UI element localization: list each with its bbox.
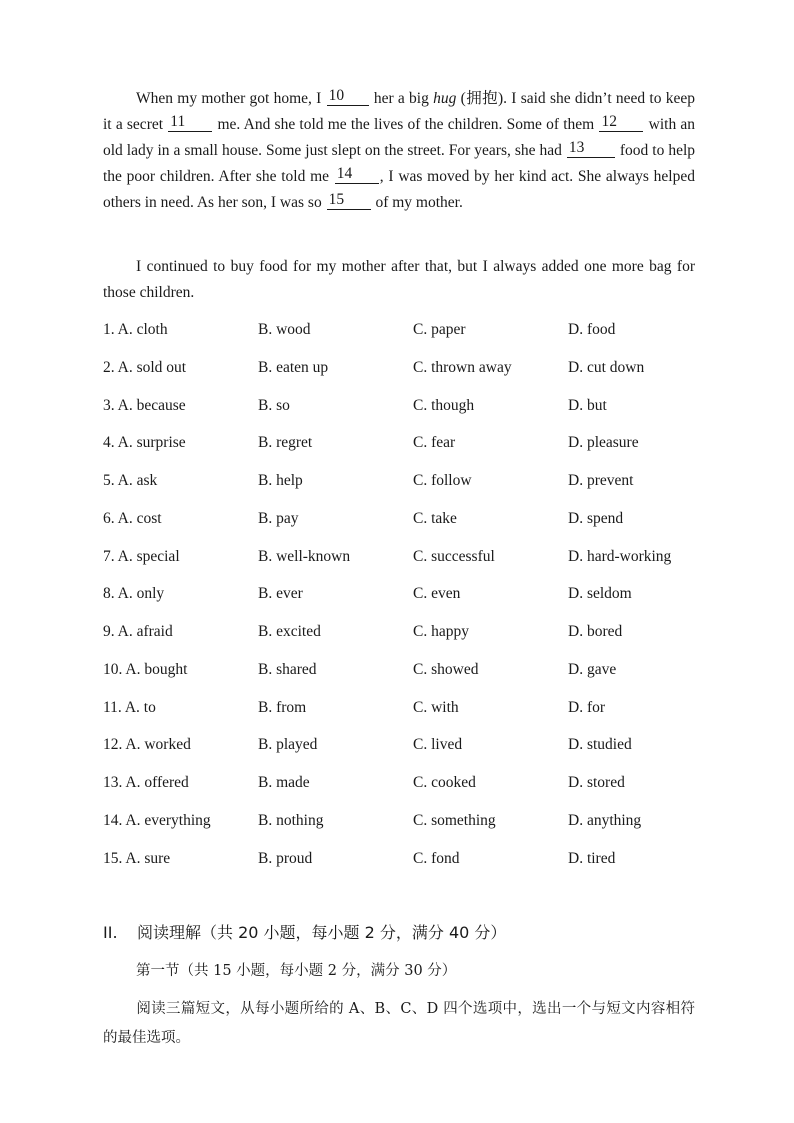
option-d: D. food <box>568 321 616 338</box>
option-c: C. lived <box>413 736 463 754</box>
question-row <box>103 733 703 771</box>
option-c: C. take <box>413 509 457 527</box>
option-b: B. nothing <box>258 811 324 829</box>
option-d: D. stored <box>568 774 625 791</box>
option-c: C. though <box>413 396 475 414</box>
option-a: 8. A. only <box>103 585 165 603</box>
option-a: 2. A. sold out <box>103 358 187 376</box>
option-d: D. gave <box>568 660 617 678</box>
passage-text: of my mother. <box>375 194 463 211</box>
option-d: D. spend <box>568 509 624 527</box>
section-number: II. <box>103 923 118 942</box>
option-a: 6. A. cost <box>103 509 162 527</box>
passage-text: When my mother got home, I <box>136 90 322 107</box>
option-b: B. excited <box>258 623 321 640</box>
option-d: D. pleasure <box>568 434 639 452</box>
blank-10: 10 <box>327 87 369 106</box>
option-a: 3. A. because <box>103 396 186 414</box>
passage-text: I continued to buy food for my mother after that, but I always added one more bag for those children. <box>103 258 695 301</box>
option-b: B. eaten up <box>258 358 329 376</box>
blank-15: 15 <box>327 191 371 210</box>
question-row <box>103 431 703 469</box>
blank-11: 11 <box>168 113 212 132</box>
passage-italic-word: hug <box>433 90 457 107</box>
question-row <box>103 507 703 545</box>
passage-paragraph-1 <box>103 86 695 216</box>
question-row <box>103 658 703 696</box>
option-c: C. fond <box>413 849 460 867</box>
question-row <box>103 620 703 658</box>
option-d: D. bored <box>568 623 623 640</box>
blank-12: 12 <box>599 113 643 132</box>
option-a: 1. A. cloth <box>103 321 168 338</box>
blank-13: 13 <box>567 139 615 158</box>
option-a: 9. A. afraid <box>103 623 173 640</box>
option-a: 10. A. bought <box>103 660 188 678</box>
option-b: B. shared <box>258 660 317 678</box>
option-c: C. paper <box>413 321 466 338</box>
option-b: B. ever <box>258 585 303 603</box>
option-c: C. something <box>413 811 496 829</box>
option-a: 4. A. surprise <box>103 434 186 452</box>
option-b: B. regret <box>258 434 313 452</box>
question-row <box>103 356 703 394</box>
option-a: 11. A. to <box>103 698 156 716</box>
passage-text: food to help the poor children. After she told me <box>103 142 696 185</box>
passage-text: (拥抱). I said she didn’t need to keep it a secret <box>103 90 695 133</box>
option-d: D. tired <box>568 849 616 867</box>
option-a: 13. A. offered <box>103 774 189 791</box>
option-b: B. from <box>258 698 307 716</box>
option-b: B. wood <box>258 321 311 338</box>
passage-text: her a big <box>373 90 429 107</box>
option-b: B. proud <box>258 849 313 867</box>
option-a: 12. A. worked <box>103 736 191 754</box>
section-heading <box>103 920 506 946</box>
option-c: C. even <box>413 585 461 603</box>
option-b: B. so <box>258 396 290 414</box>
option-c: C. cooked <box>413 774 476 791</box>
passage-text: me. And she told me the lives of the children. Some of them <box>217 116 595 133</box>
option-d: D. hard-working <box>568 547 672 565</box>
blank-14: 14 <box>335 165 379 184</box>
option-d: D. studied <box>568 736 632 754</box>
option-b: B. help <box>258 472 303 489</box>
question-row <box>103 847 703 885</box>
option-d: D. prevent <box>568 472 634 489</box>
passage-text: with an old lady in a small house. Some just slept on the street. For years, she had <box>103 116 696 159</box>
section-subtitle: 第一节（共 15 小题，每小题 2 分，满分 30 分） <box>136 963 457 979</box>
option-c: C. follow <box>413 472 472 489</box>
option-c: C. with <box>413 698 459 716</box>
option-a: 15. A. sure <box>103 849 171 867</box>
answer-options <box>103 318 703 884</box>
question-row <box>103 318 703 356</box>
option-d: D. cut down <box>568 358 645 376</box>
section-title: 阅读理解（共 20 小题，每小题 2 分，满分 40 分） <box>137 923 507 942</box>
option-a: 14. A. everything <box>103 811 211 829</box>
question-row <box>103 394 703 432</box>
option-c: C. happy <box>413 623 469 640</box>
question-row <box>103 771 703 809</box>
option-a: 7. A. special <box>103 547 180 565</box>
option-b: B. played <box>258 736 318 754</box>
option-c: C. thrown away <box>413 358 512 376</box>
instruction-text: 阅读三篇短文，从每小题所给的 A、B、C、D 四个选项中，选出一个与短文内容相符的最佳选项。 <box>103 1001 695 1046</box>
option-b: B. pay <box>258 509 299 527</box>
option-c: C. fear <box>413 434 456 452</box>
question-row <box>103 469 703 507</box>
option-c: C. successful <box>413 547 495 565</box>
option-d: D. but <box>568 396 607 414</box>
option-d: D. seldom <box>568 585 632 603</box>
option-a: 5. A. ask <box>103 472 158 489</box>
option-b: B. well-known <box>258 547 351 565</box>
option-b: B. made <box>258 774 310 791</box>
passage-paragraph-2 <box>103 254 695 306</box>
option-d: D. anything <box>568 811 642 829</box>
passage-text: , I was moved by her kind act. She always helped others in need. As her son, I was so <box>103 168 695 211</box>
question-row <box>103 696 703 734</box>
section-instruction <box>103 995 695 1053</box>
question-row <box>103 582 703 620</box>
option-c: C. showed <box>413 660 479 678</box>
option-d: D. for <box>568 698 606 716</box>
question-row <box>103 809 703 847</box>
question-row <box>103 545 703 583</box>
